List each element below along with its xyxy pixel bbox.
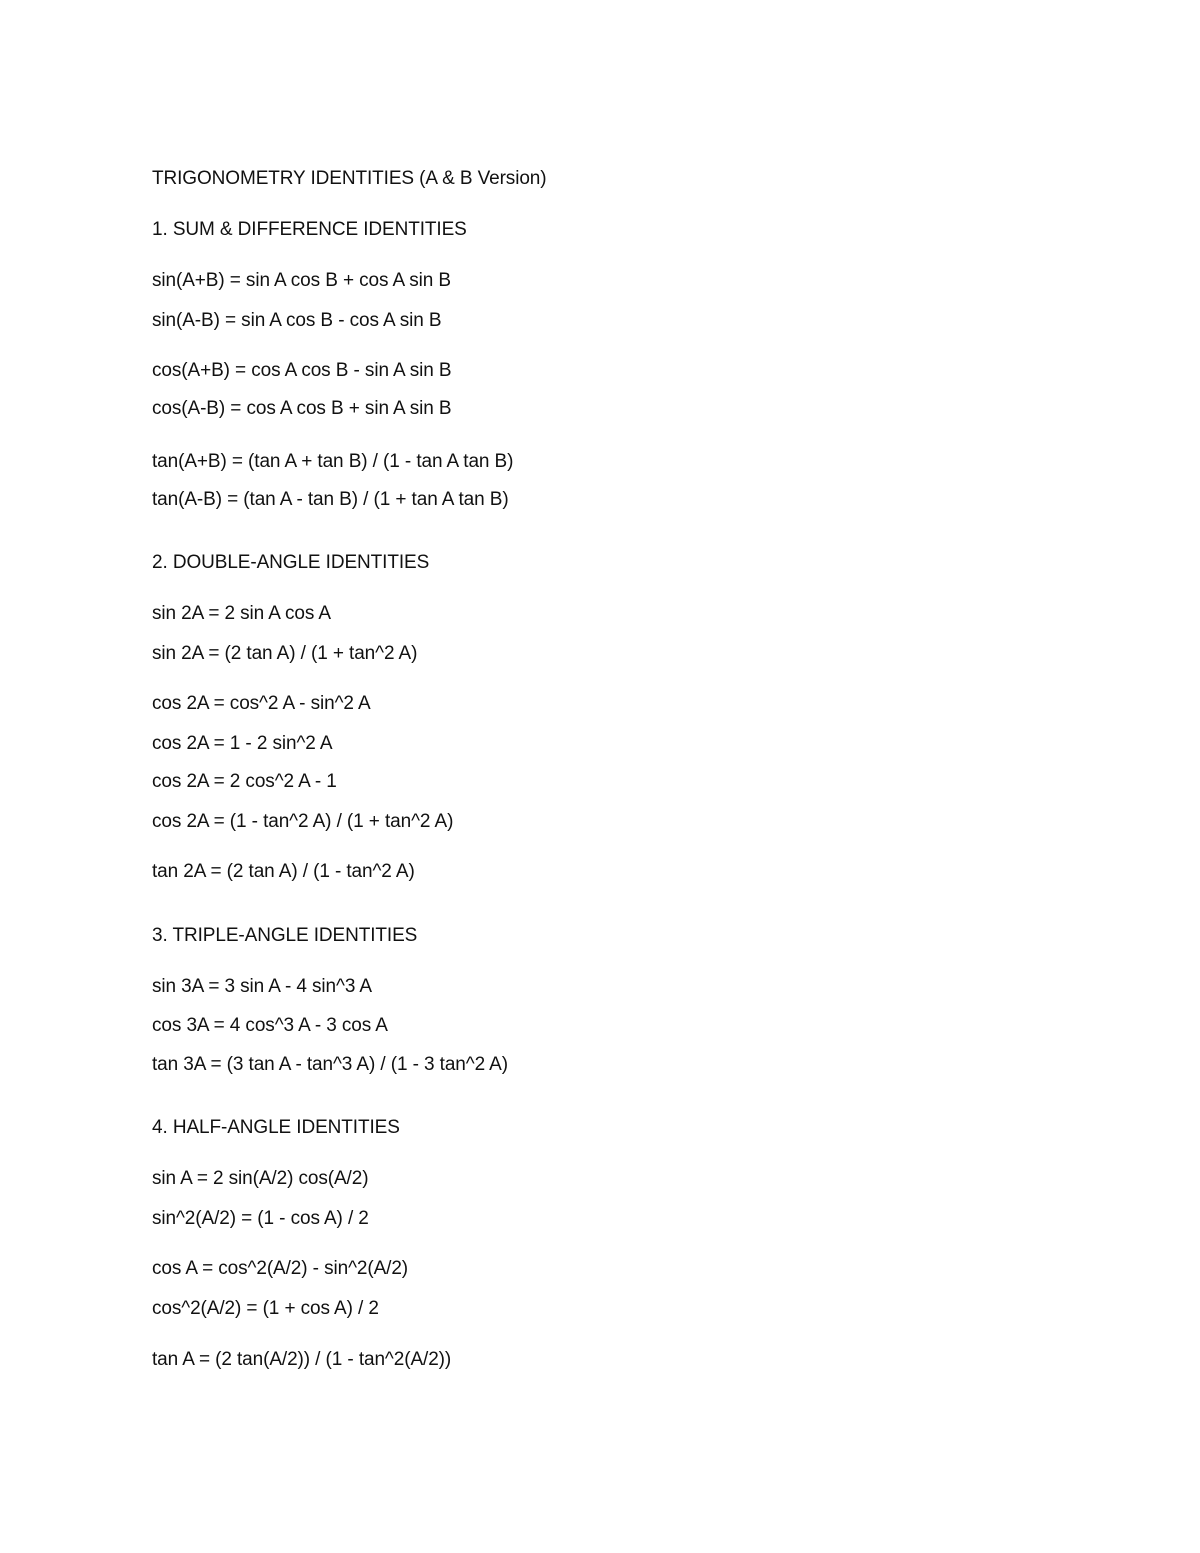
document-title: TRIGONOMETRY IDENTITIES (A & B Version) (152, 168, 547, 189)
identity-line: cos 2A = (1 - tan^2 A) / (1 + tan^2 A) (152, 811, 454, 832)
identity-line: cos A = cos^2(A/2) - sin^2(A/2) (152, 1258, 409, 1279)
identity-line: sin 2A = 2 sin A cos A (152, 603, 331, 624)
section-heading-sum-difference: 1. SUM & DIFFERENCE IDENTITIES (152, 219, 467, 240)
section-heading-double-angle: 2. DOUBLE-ANGLE IDENTITIES (152, 552, 430, 573)
identity-line: sin 2A = (2 tan A) / (1 + tan^2 A) (152, 643, 418, 664)
identity-line: tan 2A = (2 tan A) / (1 - tan^2 A) (152, 861, 415, 882)
identity-line: sin(A+B) = sin A cos B + cos A sin B (152, 270, 451, 291)
identity-line: sin A = 2 sin(A/2) cos(A/2) (152, 1168, 369, 1189)
identity-line: cos 2A = 2 cos^2 A - 1 (152, 771, 337, 792)
identity-line: cos 3A = 4 cos^3 A - 3 cos A (152, 1015, 388, 1036)
identity-line: cos 2A = 1 - 2 sin^2 A (152, 733, 333, 754)
identity-line: tan(A-B) = (tan A - tan B) / (1 + tan A tan B) (152, 489, 509, 510)
identity-line: tan 3A = (3 tan A - tan^3 A) / (1 - 3 tan^2 A) (152, 1054, 508, 1075)
identity-line: tan A = (2 tan(A/2)) / (1 - tan^2(A/2)) (152, 1349, 452, 1370)
identity-line: cos 2A = cos^2 A - sin^2 A (152, 693, 371, 714)
identity-line: cos(A-B) = cos A cos B + sin A sin B (152, 398, 452, 419)
identity-line: sin 3A = 3 sin A - 4 sin^3 A (152, 976, 373, 997)
identity-line: cos^2(A/2) = (1 + cos A) / 2 (152, 1298, 379, 1319)
section-heading-half-angle: 4. HALF-ANGLE IDENTITIES (152, 1117, 400, 1138)
identity-line: tan(A+B) = (tan A + tan B) / (1 - tan A tan B) (152, 451, 514, 472)
section-heading-triple-angle: 3. TRIPLE-ANGLE IDENTITIES (152, 925, 418, 946)
identity-line: cos(A+B) = cos A cos B - sin A sin B (152, 360, 452, 381)
identity-line: sin^2(A/2) = (1 - cos A) / 2 (152, 1208, 369, 1229)
identity-line: sin(A-B) = sin A cos B - cos A sin B (152, 310, 442, 331)
